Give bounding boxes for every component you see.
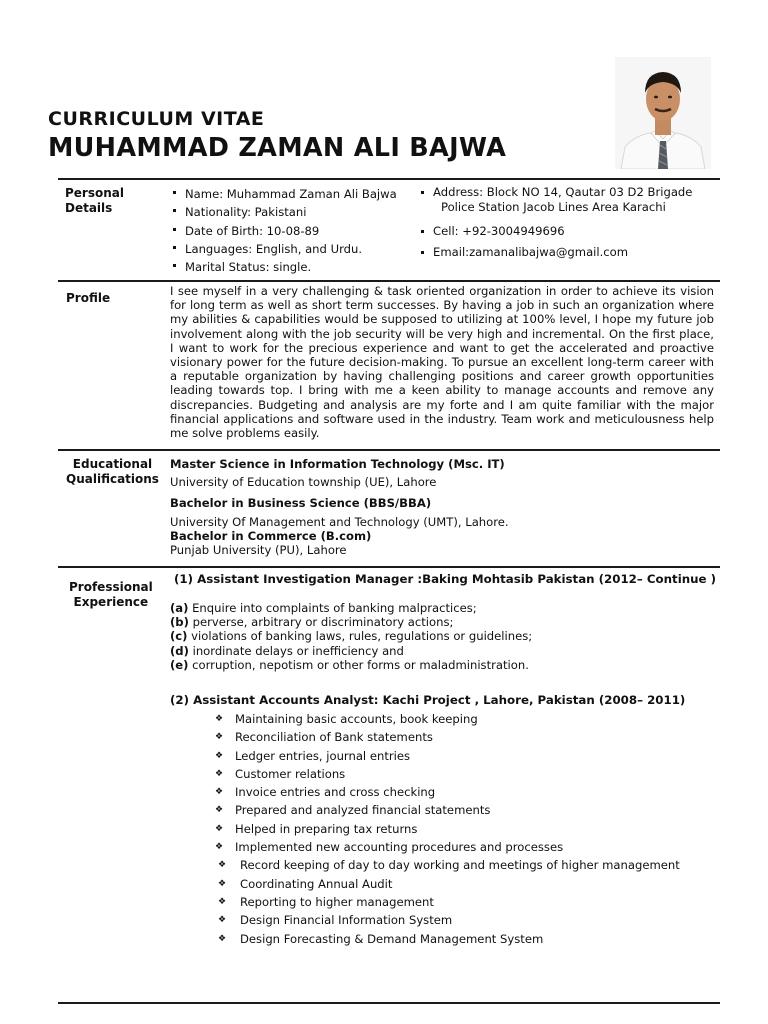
list-item [215, 785, 680, 803]
item-text: violations of banking laws, rules, regulations or guidelines; [187, 629, 533, 644]
item-key: (a) [170, 601, 189, 615]
section-divider [58, 449, 720, 451]
school-pu: Punjab University (PU), Lahore [170, 543, 347, 557]
list-item: Date of Birth: 10-08-89 [170, 222, 397, 240]
list-item [170, 644, 532, 658]
list-item [215, 895, 680, 913]
cv-heading: CURRICULUM VITAE [48, 108, 265, 130]
item-text: Maintaining basic accounts, book keeping [235, 712, 478, 726]
experience-label [69, 580, 153, 610]
list-item [215, 932, 680, 950]
item-text: Record keeping of day to day working and meetings of higher management [240, 858, 680, 873]
diamond-bullet-icon: ❖ [218, 878, 227, 889]
profile-photo [615, 57, 711, 169]
list-item: Languages: English, and Urdu. [170, 240, 397, 258]
diamond-bullet-icon: ❖ [215, 750, 224, 761]
degree-bcom: Bachelor in Commerce (B.com) [170, 529, 372, 543]
item-key: (c) [170, 629, 188, 644]
school-umt: University Of Management and Technology (UMT), Lahore. [170, 515, 509, 529]
item-key: (e) [170, 657, 189, 672]
list-item [170, 629, 532, 643]
section-divider [58, 566, 720, 568]
list-item: Name: Muhammad Zaman Ali Bajwa [170, 185, 397, 203]
list-item [215, 840, 680, 858]
experience-label-line-1: Professional [69, 580, 153, 594]
personal-details-list [170, 185, 397, 276]
item-text: Invoice entries and cross checking [235, 785, 436, 800]
list-item [215, 913, 680, 931]
job-1-responsibilities [170, 601, 532, 672]
diamond-bullet-icon: ❖ [215, 842, 224, 853]
job-2-duties-list [215, 712, 680, 950]
experience-label-line-2: Experience [73, 595, 149, 609]
diamond-bullet-icon: ❖ [215, 787, 224, 798]
degree-msc: Master Science in Information Technology (Msc. IT) [170, 457, 505, 471]
list-item [215, 803, 680, 821]
list-item [215, 767, 680, 785]
personal-label-line-1: Personal [65, 186, 124, 200]
list-item [215, 877, 680, 895]
item-text: Ledger entries, journal entries [235, 748, 411, 763]
item-text: Design Forecasting & Demand Management System [240, 931, 544, 946]
list-item [215, 749, 680, 767]
item-text: Prepared and analyzed financial statements [235, 803, 491, 818]
diamond-bullet-icon: ❖ [215, 823, 224, 834]
diamond-bullet-icon: ❖ [215, 732, 224, 743]
profile-photo-image [615, 57, 711, 169]
address-item [418, 185, 692, 214]
list-item [170, 658, 532, 672]
list-item: Marital Status: single. [170, 258, 397, 276]
personal-details-label [65, 186, 124, 216]
list-item [215, 730, 680, 748]
item-text: Reporting to higher management [240, 894, 434, 909]
job-1-title: (1) Assistant Investigation Manager :Baking Mohtasib Pakistan (2012– Continue ) [174, 572, 717, 586]
diamond-bullet-icon: ❖ [218, 896, 227, 907]
item-key: (b) [170, 615, 189, 630]
footer-divider [58, 1002, 720, 1004]
list-item [215, 822, 680, 840]
item-text: Implemented new accounting procedures and processes [235, 840, 564, 855]
cell-item: Cell: +92-3004949696 [418, 224, 692, 239]
list-item [215, 712, 680, 730]
item-text: inordinate delays or inefficiency and [188, 643, 404, 658]
diamond-bullet-icon: ❖ [218, 860, 227, 871]
diamond-bullet-icon: ❖ [215, 805, 224, 816]
contact-list [418, 185, 692, 259]
list-item [170, 601, 532, 615]
item-text: Coordinating Annual Audit [240, 876, 393, 891]
email-item: Email:zamanalibajwa@gmail.com [418, 245, 692, 260]
profile-label: Profile [66, 291, 111, 305]
item-text: Helped in preparing tax returns [235, 821, 418, 836]
education-label-line-1: Educational [72, 457, 153, 471]
school-ue: University of Education township (UE), Lahore [170, 475, 437, 489]
degree-bbs: Bachelor in Business Science (BBS/BBA) [170, 496, 432, 510]
item-text: perverse, arbitrary or discriminatory actions; [188, 615, 454, 630]
item-text: Customer relations [235, 766, 346, 781]
list-item [170, 615, 532, 629]
item-text: corruption, nepotism or other forms or maladministration. [188, 657, 529, 672]
section-divider [58, 178, 720, 180]
diamond-bullet-icon: ❖ [218, 915, 227, 926]
profile-text: I see myself in a very challenging & task oriented organization in order to achieve its vision for long term as well as short term successes. By having a job in such an organization where my abilities & capabilities would be supposed to utilizing at 100% level, I hope my future job involvement along with the job security will be very high and incremental. On the first place, I want to work for the precious experience and want to get the accelerated and proactive visionary power for the future decision-making. To pursue an excellent long-term career with a reputable organization by having challenging positions and career growth opportunities leading towards top. I bring with me a keen ability to manage accounts and remove any discrepancies. Budgeting and analysis are my forte and I am quite familiar with the major financial applications and software used in the industry. Team work and meticulousness help me solve problems easily. [170, 284, 714, 441]
section-divider [58, 280, 720, 282]
diamond-bullet-icon: ❖ [215, 768, 224, 779]
candidate-name: MUHAMMAD ZAMAN ALI BAJWA [48, 133, 507, 163]
item-text: Design Financial Information System [240, 913, 453, 928]
address-line-1: Address: Block NO 14, Qautar 03 D2 Brigade [433, 185, 693, 199]
diamond-bullet-icon: ❖ [215, 714, 224, 724]
item-text: Enquire into complaints of banking malpractices; [188, 601, 477, 615]
item-key: (d) [170, 643, 189, 658]
education-label [66, 457, 159, 487]
education-label-line-2: Qualifications [66, 472, 159, 486]
list-item [215, 858, 680, 876]
diamond-bullet-icon: ❖ [218, 933, 227, 944]
personal-label-line-2: Details [65, 201, 113, 215]
list-item: Nationality: Pakistani [170, 203, 397, 221]
job-2-title: (2) Assistant Accounts Analyst: Kachi Project , Lahore, Pakistan (2008– 2011) [170, 693, 686, 707]
address-line-2: Police Station Jacob Lines Area Karachi [441, 199, 666, 214]
item-text: Reconciliation of Bank statements [235, 730, 433, 745]
